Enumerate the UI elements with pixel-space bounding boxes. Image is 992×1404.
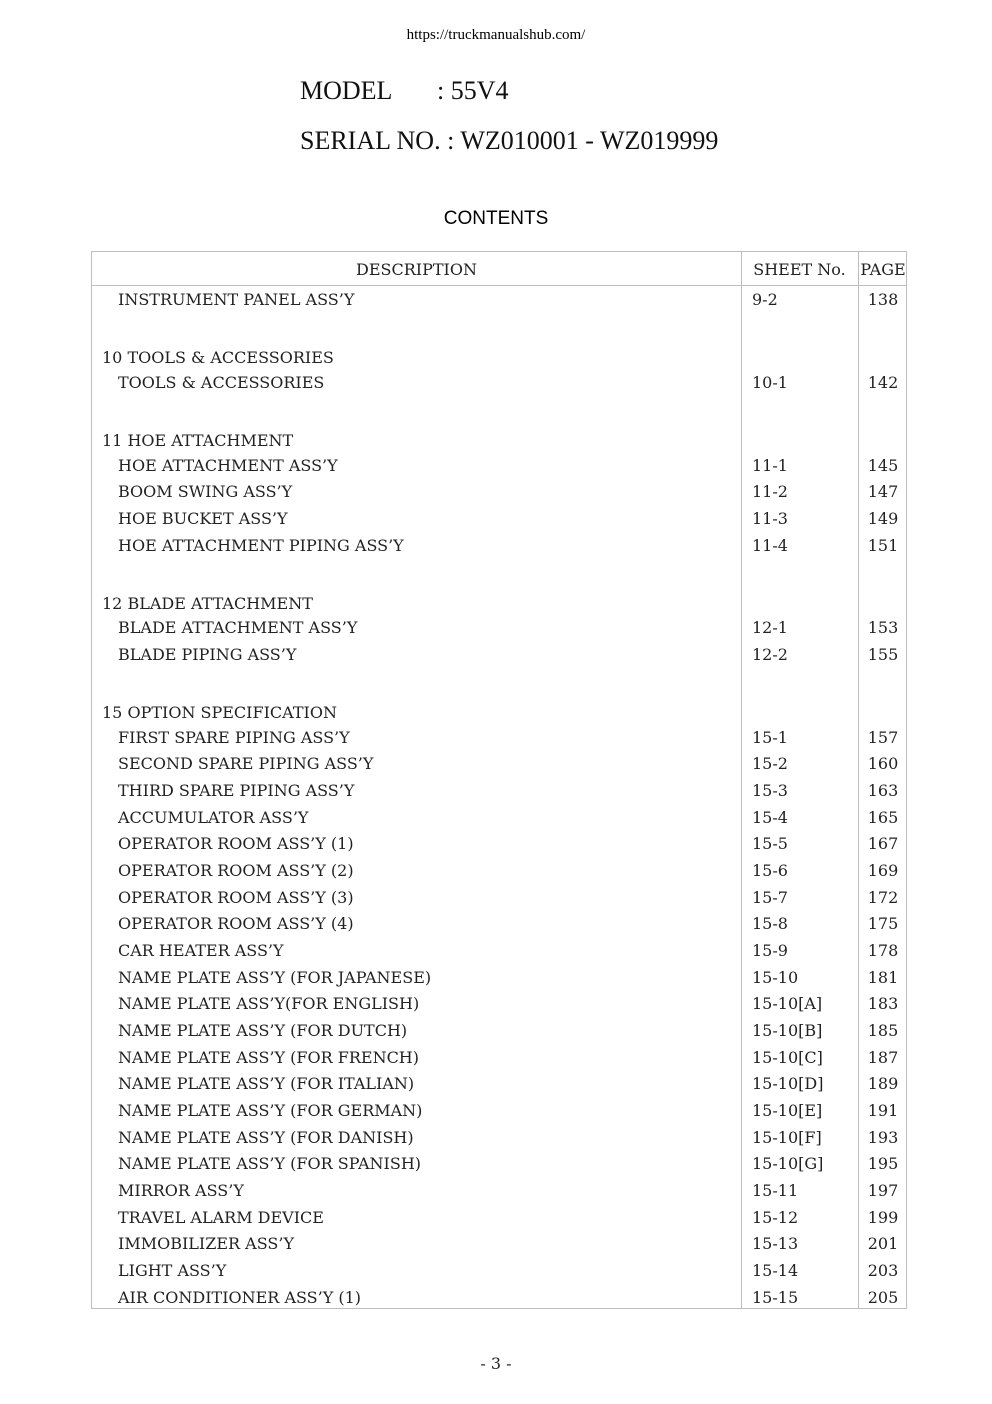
page-cell: 205: [867, 1288, 899, 1307]
description-cell: IMMOBILIZER ASS’Y: [118, 1234, 294, 1253]
table-row: [92, 1288, 906, 1314]
page-cell: 153: [867, 618, 899, 637]
model-line: MODEL : 55V4: [300, 76, 509, 105]
table-row: [92, 888, 906, 914]
table-row: [92, 808, 906, 834]
page-cell: 155: [867, 645, 899, 664]
sheet-no-cell: 9-2: [752, 290, 778, 309]
page-cell: 185: [867, 1021, 899, 1040]
table-row: [92, 1021, 906, 1047]
serial-line: SERIAL NO. : WZ010001 - WZ019999: [300, 126, 719, 155]
sheet-no-cell: 15-10[F]: [752, 1128, 822, 1147]
table-row: [92, 1181, 906, 1207]
page-cell: 187: [867, 1048, 899, 1067]
description-cell: HOE ATTACHMENT ASS’Y: [118, 456, 338, 475]
description-cell: HOE ATTACHMENT PIPING ASS’Y: [118, 536, 404, 555]
table-row: [92, 994, 906, 1020]
description-cell: NAME PLATE ASS’Y(FOR ENGLISH): [118, 994, 420, 1013]
page-cell: 189: [867, 1074, 899, 1093]
page-cell: 160: [867, 754, 899, 773]
description-cell: OPERATOR ROOM ASS’Y (4): [118, 914, 354, 933]
description-cell: OPERATOR ROOM ASS’Y (2): [118, 861, 354, 880]
page-cell: 145: [867, 456, 899, 475]
description-cell: TOOLS & ACCESSORIES: [118, 373, 325, 392]
sheet-no-cell: 11-1: [752, 456, 788, 475]
sheet-no-cell: 15-10[E]: [752, 1101, 823, 1120]
description-cell: NAME PLATE ASS’Y (FOR ITALIAN): [118, 1074, 415, 1093]
page-cell: 201: [867, 1234, 899, 1253]
page-cell: 147: [867, 482, 899, 501]
page-cell: 203: [867, 1261, 899, 1280]
page-cell: 183: [867, 994, 899, 1013]
page-cell: 175: [867, 914, 899, 933]
page-cell: 149: [867, 509, 899, 528]
section-title: 15 OPTION SPECIFICATION: [102, 703, 337, 722]
table-row: [92, 645, 906, 671]
page-cell: 142: [867, 373, 899, 392]
page-cell: 169: [867, 861, 899, 880]
column-header-page: PAGE: [860, 260, 906, 279]
sheet-no-cell: 11-4: [752, 536, 788, 555]
description-cell: INSTRUMENT PANEL ASS’Y: [118, 290, 355, 309]
sheet-no-cell: 12-1: [752, 618, 788, 637]
description-cell: NAME PLATE ASS’Y (FOR DUTCH): [118, 1021, 408, 1040]
sheet-no-cell: 15-7: [752, 888, 788, 907]
page-cell: 193: [867, 1128, 899, 1147]
description-cell: FIRST SPARE PIPING ASS’Y: [118, 728, 350, 747]
table-row: [92, 728, 906, 754]
table-row: [92, 1208, 906, 1234]
table-row: [92, 1048, 906, 1074]
description-cell: BLADE ATTACHMENT ASS’Y: [118, 618, 358, 637]
table-row: [92, 914, 906, 940]
sheet-no-cell: 15-12: [752, 1208, 799, 1227]
section-title: 12 BLADE ATTACHMENT: [102, 594, 313, 613]
table-row: [92, 1261, 906, 1287]
page-cell: 163: [867, 781, 899, 800]
sheet-no-cell: 15-10[A]: [752, 994, 823, 1013]
table-row: [92, 1128, 906, 1154]
description-cell: NAME PLATE ASS’Y (FOR JAPANESE): [118, 968, 432, 987]
description-cell: LIGHT ASS’Y: [118, 1261, 227, 1280]
section-heading-row: [92, 348, 906, 374]
description-cell: NAME PLATE ASS’Y (FOR SPANISH): [118, 1154, 422, 1173]
description-cell: HOE BUCKET ASS’Y: [118, 509, 288, 528]
page-cell: 178: [867, 941, 899, 960]
sheet-no-cell: 10-1: [752, 373, 788, 392]
sheet-no-cell: 15-10[G]: [752, 1154, 824, 1173]
page-cell: 172: [867, 888, 899, 907]
sheet-no-cell: 15-9: [752, 941, 788, 960]
page-cell: 195: [867, 1154, 899, 1173]
sheet-no-cell: 15-10: [752, 968, 799, 987]
description-cell: MIRROR ASS’Y: [118, 1181, 244, 1200]
column-header-description: DESCRIPTION: [356, 260, 477, 279]
sheet-no-cell: 15-3: [752, 781, 788, 800]
description-cell: BOOM SWING ASS’Y: [118, 482, 293, 501]
sheet-no-cell: 15-8: [752, 914, 788, 933]
sheet-no-cell: 15-2: [752, 754, 788, 773]
description-cell: SECOND SPARE PIPING ASS’Y: [118, 754, 374, 773]
sheet-no-cell: 11-2: [752, 482, 788, 501]
contents-title: CONTENTS: [443, 208, 549, 229]
description-cell: CAR HEATER ASS’Y: [118, 941, 284, 960]
table-row: [92, 509, 906, 535]
sheet-no-cell: 15-4: [752, 808, 788, 827]
sheet-no-cell: 15-10[D]: [752, 1074, 824, 1093]
sheet-no-cell: 11-3: [752, 509, 788, 528]
table-row: [92, 754, 906, 780]
table-row: [92, 536, 906, 562]
sheet-no-cell: 15-5: [752, 834, 788, 853]
table-row: [92, 373, 906, 399]
section-title: 11 HOE ATTACHMENT: [102, 431, 294, 450]
source-url[interactable]: https://truckmanualshub.com/: [406, 27, 586, 43]
sheet-no-cell: 15-15: [752, 1288, 799, 1307]
table-row: [92, 1074, 906, 1100]
description-cell: NAME PLATE ASS’Y (FOR GERMAN): [118, 1101, 423, 1120]
section-heading-row: [92, 594, 906, 620]
section-title: 10 TOOLS & ACCESSORIES: [102, 348, 334, 367]
table-row: [92, 618, 906, 644]
table-row: [92, 834, 906, 860]
table-row: [92, 456, 906, 482]
page-cell: 197: [867, 1181, 899, 1200]
page-cell: 138: [867, 290, 899, 309]
table-row: [92, 861, 906, 887]
description-cell: OPERATOR ROOM ASS’Y (3): [118, 888, 354, 907]
table-row: [92, 1234, 906, 1260]
sheet-no-cell: 15-1: [752, 728, 788, 747]
table-row: [92, 941, 906, 967]
table-row: [92, 482, 906, 508]
section-heading-row: [92, 431, 906, 457]
section-heading-row: [92, 703, 906, 729]
description-cell: THIRD SPARE PIPING ASS’Y: [118, 781, 355, 800]
page-cell: 151: [867, 536, 899, 555]
table-row: [92, 1101, 906, 1127]
sheet-no-cell: 15-13: [752, 1234, 799, 1253]
description-cell: NAME PLATE ASS’Y (FOR FRENCH): [118, 1048, 419, 1067]
sheet-no-cell: 15-11: [752, 1181, 799, 1200]
sheet-no-cell: 15-14: [752, 1261, 799, 1280]
sheet-no-cell: 12-2: [752, 645, 788, 664]
page-cell: 191: [867, 1101, 899, 1120]
description-cell: AIR CONDITIONER ASS’Y (1): [118, 1288, 362, 1307]
sheet-no-cell: 15-10[B]: [752, 1021, 823, 1040]
table-row: [92, 290, 906, 316]
description-cell: NAME PLATE ASS’Y (FOR DANISH): [118, 1128, 414, 1147]
sheet-no-cell: 15-6: [752, 861, 788, 880]
table-row: [92, 1154, 906, 1180]
page-number: - 3 -: [480, 1354, 512, 1373]
page-cell: 181: [867, 968, 899, 987]
header-divider: [92, 285, 906, 286]
page-cell: 157: [867, 728, 899, 747]
contents-table: [91, 251, 907, 1309]
description-cell: ACCUMULATOR ASS’Y: [118, 808, 309, 827]
table-row: [92, 781, 906, 807]
description-cell: TRAVEL ALARM DEVICE: [118, 1208, 324, 1227]
table-row: [92, 968, 906, 994]
description-cell: BLADE PIPING ASS’Y: [118, 645, 297, 664]
column-header-sheet-no: SHEET No.: [753, 260, 846, 279]
description-cell: OPERATOR ROOM ASS’Y (1): [118, 834, 354, 853]
page-cell: 199: [867, 1208, 899, 1227]
sheet-no-cell: 15-10[C]: [752, 1048, 823, 1067]
page-cell: 167: [867, 834, 899, 853]
page-cell: 165: [867, 808, 899, 827]
